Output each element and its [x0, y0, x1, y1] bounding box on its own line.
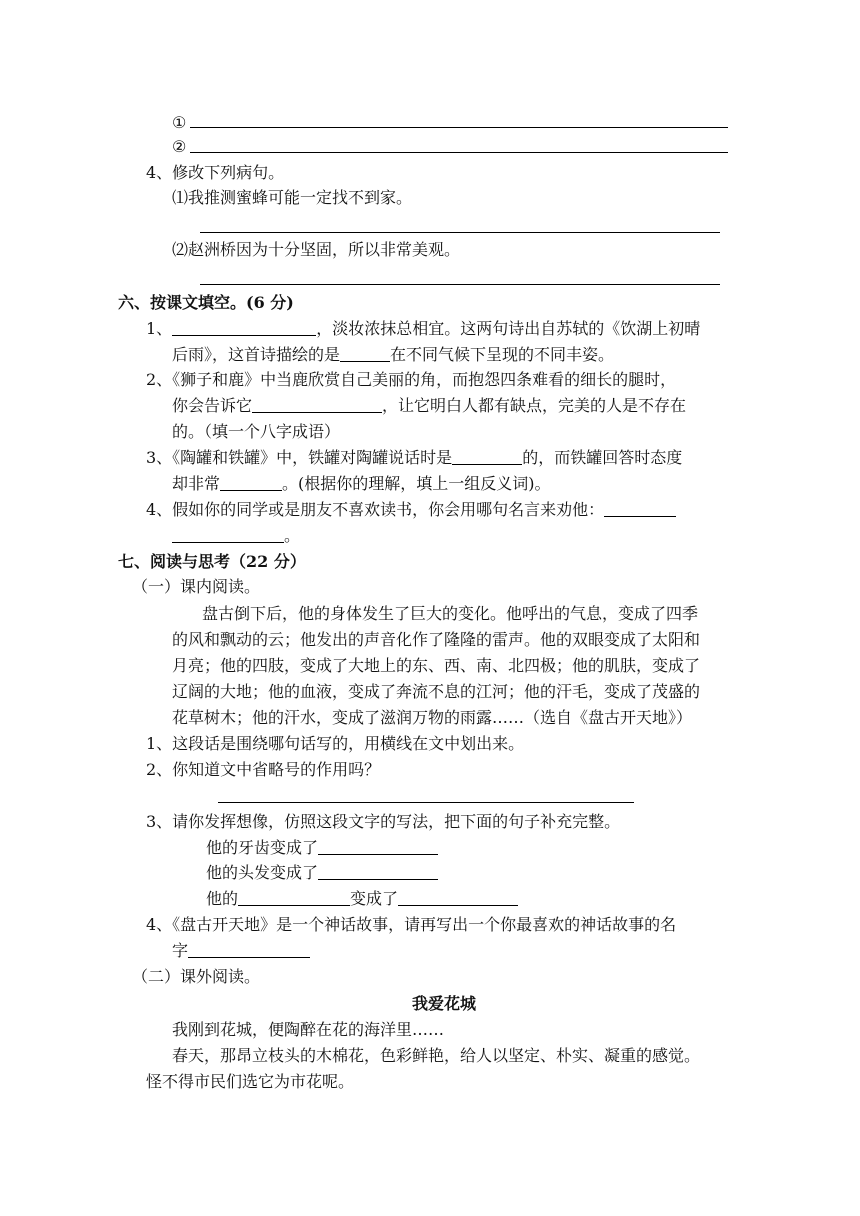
essay-line-2: 春天，那昂立枝头的木棉花，色彩鲜艳，给人以坚定、朴实、凝重的感觉。: [172, 1046, 701, 1065]
s7-q4-line2: 字: [172, 941, 310, 961]
section-6-heading: 六、按课文填空。(6 分): [118, 293, 294, 312]
s7-q2-answer-line[interactable]: [218, 802, 634, 803]
answer-mark-2: ②: [172, 137, 187, 156]
s7-q1: 1、这段话是围绕哪句话写的，用横线在文中划出来。: [146, 734, 525, 753]
s6-item4-line2: 。: [172, 526, 300, 546]
s7-q3-blank-1[interactable]: [318, 838, 438, 855]
answer-line-1[interactable]: [190, 127, 728, 128]
answer-line-2[interactable]: [190, 152, 728, 153]
s6-blank-2[interactable]: [340, 345, 390, 362]
passage-line-5: 花草树木；他的汗水，变成了滋润万物的雨露……（选自《盘古开天地》）: [172, 708, 693, 727]
s6-blank-7[interactable]: [172, 526, 284, 543]
s6-item2-line1: 2、《狮子和鹿》中当鹿欣赏自己美丽的角，而抱怨四条难看的细长的腿时，: [146, 370, 677, 389]
q4-label: 4、修改下列病句。: [146, 163, 285, 182]
part-2-heading: （二）课外阅读。: [132, 967, 261, 986]
passage-line-4: 辽阔的大地；他的血液，变成了奔流不息的江河；他的汗毛，变成了茂盛的: [172, 682, 701, 701]
s6-item3-line2: 却非常 。(根据你的理解，填上一组反义词)。: [172, 474, 551, 493]
s6-item4-line1: 4、假如你的同学或是朋友不喜欢读书，你会用哪句名言来劝他：: [146, 500, 676, 520]
s7-q4-blank[interactable]: [188, 941, 310, 958]
s6-blank-1[interactable]: [172, 319, 316, 336]
s6-blank-6[interactable]: [604, 500, 676, 517]
s7-q3-blank-3[interactable]: [238, 889, 350, 906]
s6-blank-3[interactable]: [252, 396, 382, 413]
q4-sentence-1: ⑴我推测蜜蜂可能一定找不到家。: [172, 188, 413, 207]
s7-q2: 2、你知道文中省略号的作用吗？: [146, 760, 381, 779]
s6-item3-line1: 3、《陶罐和铁罐》中，铁罐对陶罐说话时是 的，而铁罐回答时态度: [146, 448, 683, 467]
s6-item2-line3: 的。（填一个八字成语）: [172, 422, 341, 441]
s7-q3-blank-4[interactable]: [398, 889, 518, 906]
essay-line-3: 怪不得市民们选它为市花呢。: [146, 1072, 355, 1091]
passage-line-3: 月亮；他的四肢，变成了大地上的东、西、南、北四极；他的肌肤，变成了: [172, 656, 701, 675]
s6-item1-line1: 1、 ，淡妆浓抹总相宜。这两句诗出自苏轼的《饮湖上初晴: [146, 319, 701, 338]
s7-q3-blank-2[interactable]: [318, 863, 438, 880]
s7-q4-line1: 4、《盘古开天地》是一个神话故事，请再写出一个你最喜欢的神话故事的名: [146, 915, 677, 934]
passage-line-2: 的风和飘动的云；他发出的声音化作了隆隆的雷声。他的双眼变成了太阳和: [172, 630, 701, 649]
section-7-heading: 七、阅读与思考（22 分）: [118, 552, 306, 571]
s7-q3-line2: 他的头发变成了: [206, 863, 438, 883]
s7-q3-line3: 他的 变成了: [206, 889, 518, 909]
s7-q3: 3、请你发挥想像，仿照这段文字的写法，把下面的句子补充完整。: [146, 812, 621, 831]
part-1-heading: （一）课内阅读。: [132, 577, 261, 596]
s7-q3-line1: 他的牙齿变成了: [206, 838, 438, 858]
q4-answer-line-2[interactable]: [200, 284, 720, 285]
s6-item1-line2: 后雨》，这首诗描绘的是 在不同气候下呈现的不同丰姿。: [172, 345, 615, 364]
s6-blank-4[interactable]: [452, 448, 522, 465]
s6-item2-line2: 你会告诉它 ，让它明白人都有缺点，完美的人是不存在: [172, 396, 687, 415]
answer-mark-1: ①: [172, 113, 187, 132]
essay-line-1: 我刚到花城，便陶醉在花的海洋里……: [172, 1020, 445, 1039]
passage-line-1: 盘古倒下后，他的身体发生了巨大的变化。他呼出的气息，变成了四季: [202, 604, 699, 623]
essay-title: 我爱花城: [412, 994, 477, 1013]
q4-answer-line-1[interactable]: [200, 232, 720, 233]
q4-sentence-2: ⑵赵洲桥因为十分坚固，所以非常美观。: [172, 240, 461, 259]
s6-blank-5[interactable]: [220, 474, 282, 491]
